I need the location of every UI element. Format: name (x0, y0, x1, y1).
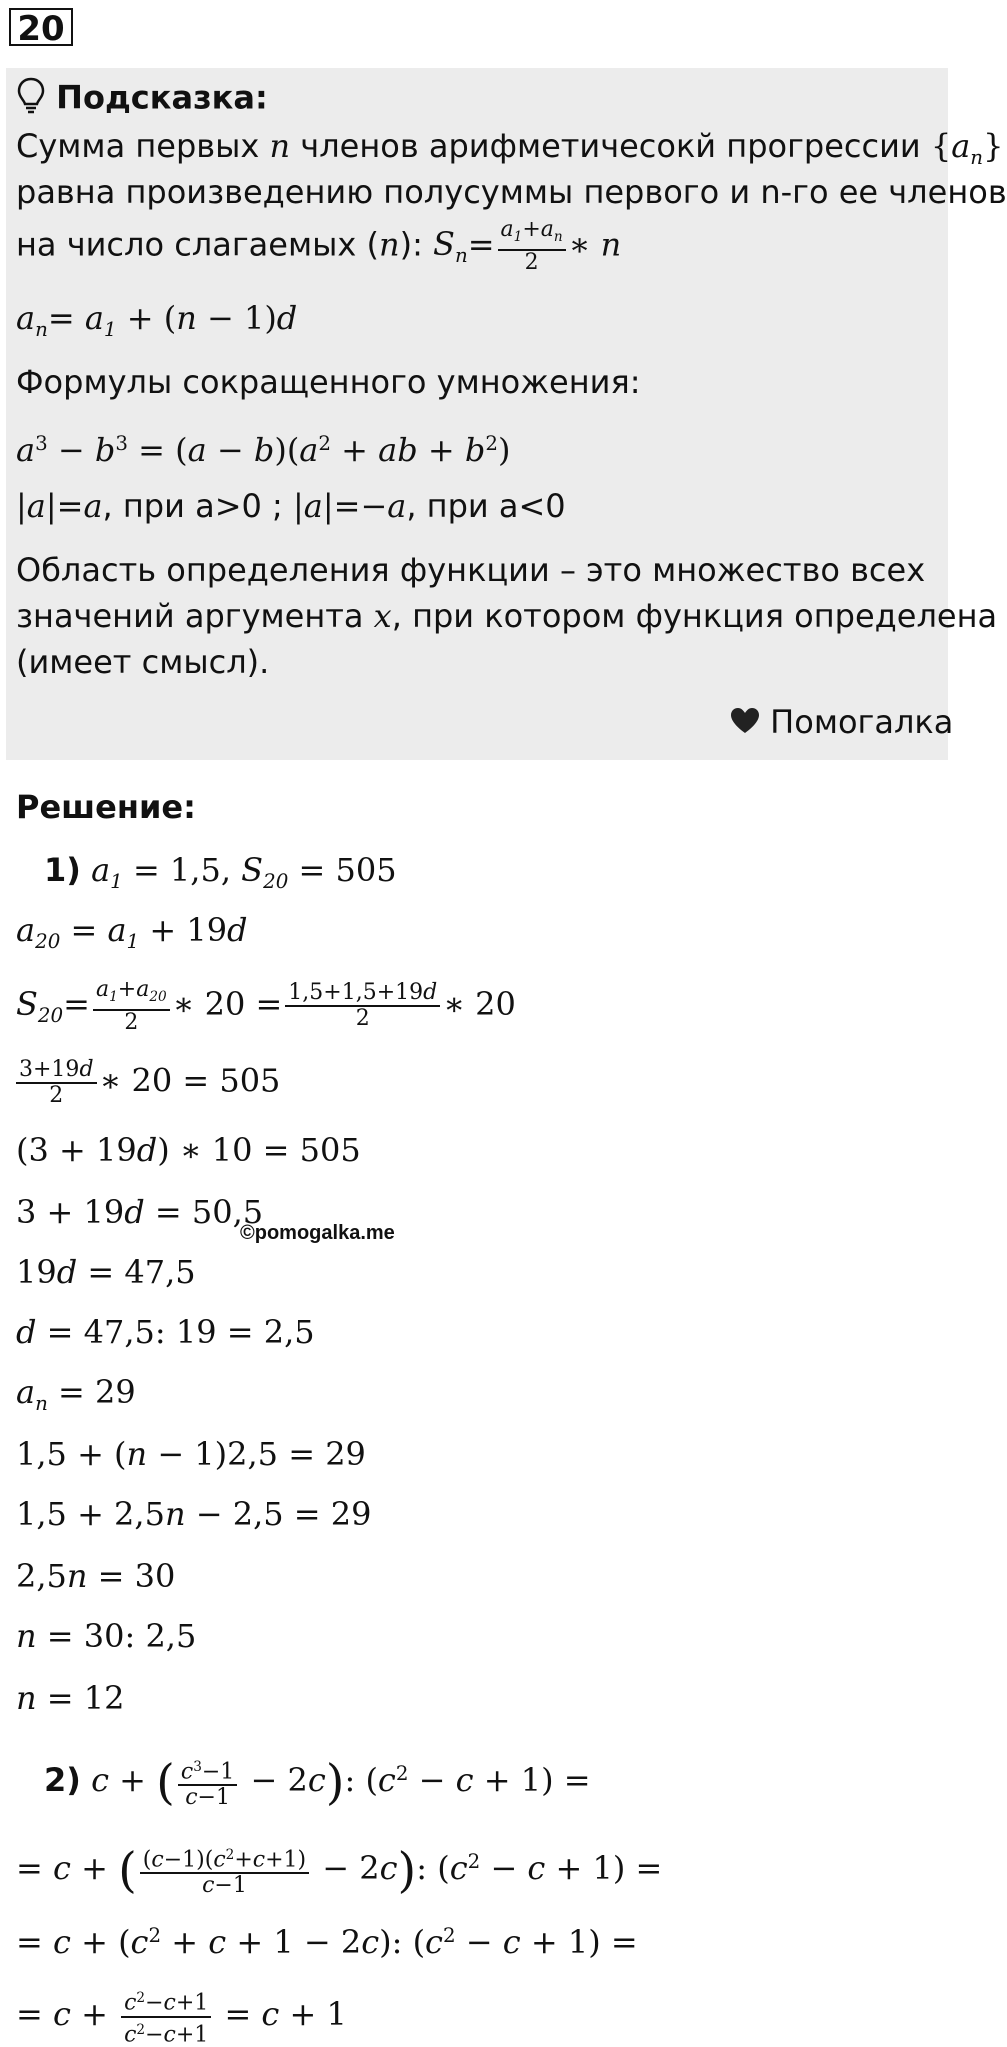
hint-line-3: на число слагаемых (n): $S_n=$ $\frac{a_1+a_n}{2}$ ∗ n (16, 217, 622, 275)
hint-line-1: Сумма первых n членов арифметичесокй прогрессии $\{a_n\}$ (16, 127, 1004, 169)
sol-line-10: 1,5 + (n − 1)2,5 = 29 (16, 1435, 366, 1473)
hint-formula-an: $a_n= a_1 + (n - 1)d$ (16, 299, 298, 341)
task-number: 20 (9, 8, 73, 46)
sol-line-9: $a_n = 29$ (16, 1373, 136, 1415)
hint-domain-3: (имеет смысл). (16, 643, 270, 681)
sol-line-5: (3 + 19d) ∗ 10 = 505 (16, 1131, 361, 1169)
hint-line-2: равна произведению полусуммы первого и n-го ее членов (16, 173, 1007, 211)
sol-line-3: $S_{20}=$ $\frac{a_1+a_{20}}{2}$ ∗ 20 = $\frac{1,5+1,5+19d}{2}$ ∗ 20 (16, 977, 516, 1035)
solution-title: Решение: (16, 788, 196, 826)
sol-line-7: 19d = 47,5 (16, 1253, 196, 1291)
watermark: ©pomogalka.me (240, 1222, 395, 1244)
sol-line-1: 1) $a_1 = 1,5$, $S_{20} = 505$ (44, 851, 397, 893)
sol-line-11: 1,5 + 2,5n − 2,5 = 29 (16, 1495, 372, 1533)
sol-line-14: n = 12 (16, 1679, 125, 1717)
brand-row[interactable] (730, 702, 953, 744)
hint-abs-rule: |a|=a, при a>0 ; |a|=−a, при a<0 (16, 487, 566, 525)
hint-title-row (16, 76, 268, 123)
sol2-line-4: = c + $\frac{c^2-c+1}{c^2-c+1}$ = c + 1 (16, 1986, 347, 2047)
sol-line-4: $\frac{3+19d}{2}$ ∗ 20 = 505 (16, 1058, 280, 1108)
hint-domain-2: значений аргумента x, при котором функция определена (16, 597, 998, 635)
hint-formula-label: Формулы сокращенного умножения: (16, 363, 641, 401)
hint-title: Подсказка: (56, 78, 268, 117)
sol-line-12: 2,5n = 30 (16, 1557, 176, 1595)
sol-line-8: d = 47,5: 19 = 2,5 (16, 1313, 315, 1351)
sol-line-13: n = 30: 2,5 (16, 1617, 197, 1655)
brand-name: Помогалка (770, 703, 954, 741)
sol2-line-1: 2) c + ( $\frac{c^3-1}{c-1}$ − 2c): $(c^2 - c + 1)$ = (44, 1754, 591, 1811)
sol2-line-3: = $c + (c^2 + c + 1 - 2c)$: $(c^2 - c + 1)$ = (16, 1922, 638, 1961)
lightbulb-icon (16, 76, 46, 123)
hint-domain-1: Область определения функции – это множество всех (16, 551, 926, 589)
hint-formula-cubes: $a^3 - b^3 = (a - b)(a^2$ + ab + $b^2$) (16, 430, 511, 469)
heart-icon (730, 704, 760, 744)
sol2-line-2: = c + ( $\frac{(c-1)(c^2+c+1)}{c-1}$ − 2c): $(c^2 - c + 1)$ = (16, 1842, 663, 1899)
sol-line-2: $a_{20} = a_1 + 19d$ (16, 911, 248, 953)
sol-line-6: 3 + 19d = 50,5 (16, 1193, 264, 1231)
